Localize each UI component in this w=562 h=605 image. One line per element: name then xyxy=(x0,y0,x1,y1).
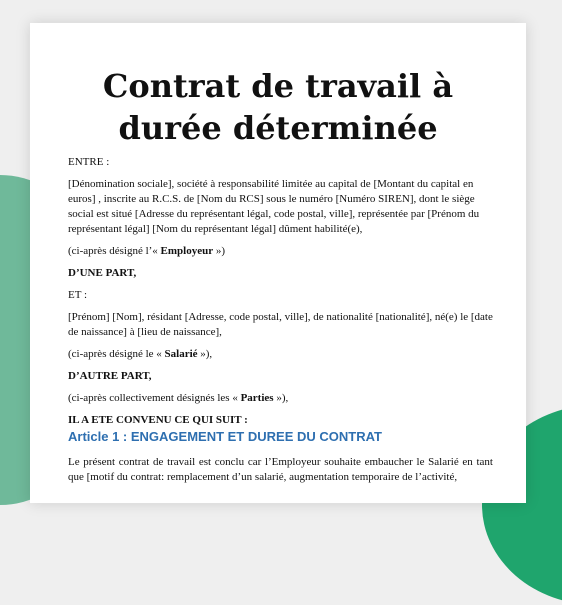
entre-label: ENTRE : xyxy=(68,156,110,168)
article-1-text: Le présent contrat de travail est conclu car l’Employeur souhaite embaucher le Salarié en tant que [motif du contrat: remplacement d’un salarié, augmentation temporaire de l’activité, xyxy=(68,456,493,483)
employer-designation: (ci-après désigné l’« Employeur ») xyxy=(68,245,226,257)
parties-designation: (ci-après collectivement désignés les « Parties »), xyxy=(68,392,289,404)
employee-designation: (ci-après désigné le « Salarié »), xyxy=(68,348,213,360)
et-label: ET : xyxy=(68,289,88,301)
employer-identification: [Dénomination sociale], société à responsabilité limitée au capital de [Montant du capital en euros] , inscrite au R.C.S. de [Nom du RCS] sous le numéro [Numéro SIREN], dont le siège social est situé [Adresse du représentant légal, code postal, ville], représentée par [Prénom du représentant légal] [Nom du représentant légal] dûment habilité(e), xyxy=(68,178,480,235)
autre-part-label: D’AUTRE PART, xyxy=(68,370,152,382)
document-title xyxy=(30,65,526,149)
title-line-1: Contrat de travail à xyxy=(102,67,454,105)
une-part-label: D’UNE PART, xyxy=(68,267,137,279)
article-1-heading: Article 1 : ENGAGEMENT ET DUREE DU CONTRAT xyxy=(68,429,382,444)
employee-identification: [Prénom] [Nom], résidant [Adresse, code postal, ville], de nationalité [nationalité], né(e) le [date de naissance] à [lieu de naissance], xyxy=(68,311,493,338)
title-line-2: durée déterminée xyxy=(118,109,438,147)
convenu-label: IL A ETE CONVENU CE QUI SUIT : xyxy=(68,414,248,426)
document-body xyxy=(68,155,493,435)
document-page xyxy=(30,23,526,503)
